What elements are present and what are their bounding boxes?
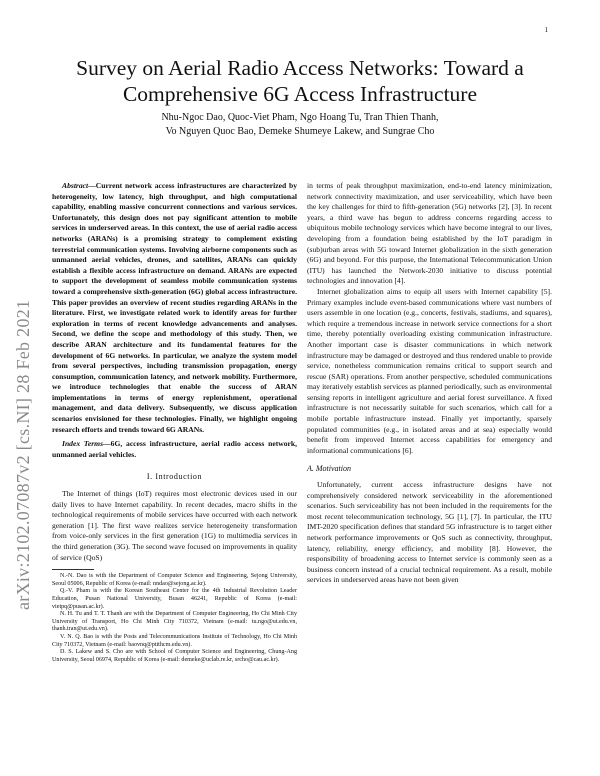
index-terms-text: —6G, access infrastructure, aerial radio access network, unmanned aerial vehicles.: [52, 439, 297, 459]
left-column: [52, 181, 297, 664]
author-line-2: Vo Nguyen Quoc Bao, Demeke Shumeye Lakew, and Sungrae Cho: [165, 126, 435, 137]
author-list: [40, 111, 560, 139]
footnote-4: V. N. Q. Bao is with the Posts and Telecommunications Institute of Technology, Ho Chi Minh City 710372, Vietnam (e-mail: baovnq@ptithcm.edu.vn).: [52, 633, 297, 648]
paper-title: Survey on Aerial Radio Access Networks: Toward a Comprehensive 6G Access Infrastructure: [76, 56, 524, 106]
intro-paragraph-1: The Internet of things (IoT) requires most electronic devices used in our daily lives to have Internet capability. In recent decades, macro shifts in the technological requirements of mobile services have occurred with each network generation [1]. The first wave realizes service heterogeneity transformation from voice-only services in the first generation (1G) to multimedia services in the third generation (3G). The second wave focused on improvements in quality of service (QoS): [52, 489, 297, 562]
section-heading-introduction: I. Introduction: [146, 472, 203, 482]
motivation-paragraph-1: Unfortunately, current access infrastructure designs have not comprehensively considered network serviceability in the aforementioned scenarios. Such serviceability has not been included in the requirements for the most recent telecommunication technology, 5G [1], [7]. In particular, the ITU IMT-2020 specification defines that standard 5G infrastructure is to target either network performance improvements or QoS such as connectivity, throughput, latency, reliability, energy efficiency, and mobility [8]. However, the responsibility of broadening access to Internet service is commonly seen as a business concern instead of a crucial technical requirement. As a result, mobile services in underserved areas have not been given: [307, 480, 552, 585]
arxiv-stamp-text: arXiv:2102.07087v2 [cs.NI] 28 Feb 2021: [13, 299, 33, 610]
page-number: 1: [544, 26, 548, 34]
footnote-3: N. H. Tu and T. T. Thanh are with the Department of Computer Engineering, Ho Chi Minh City University of Transport, Ho Chi Minh City 710372, Vietnam (e-mail: tu.ngo@ut.edu.vn, thanh.tran@ut.edu.vn).: [52, 611, 297, 633]
footnote-5: D. S. Lakew and S. Cho are with School of Computer Science and Engineering, Chung-Ang University, Seoul 06974, Republic of Korea (e-mail: demeke@uclab.re.kr, srcho@cau.ac.kr).: [52, 649, 297, 663]
index-terms: [52, 439, 297, 460]
arxiv-stamp: [10, 170, 36, 610]
footnote-2: Q.-V. Pham is with the Korean Southeast Center for the 4th Industrial Revolution Leader Education, Pusan National University, Busan 46241, Republic of Korea (e-mail: vietpq@pusan.ac.kr).: [52, 588, 297, 610]
right-column: [307, 181, 552, 586]
footnote-rule: [52, 569, 94, 570]
intro-paragraph-1-continued: in terms of peak throughput maximization, end-to-end latency minimization, network connectivity maximization, and user serviceability, which have been the key challenges for third to fifth-generation (5G) networks [2], [3]. In recent years, a third wave has begun to address concerns regarding access to ubiquitous mobile technology services which have become integral to our lives, developing from a foundation being established by the IoT paradigm in (sub)urban areas with 5G toward Internet globalization in the sixth generation (6G) and beyond. For this purpose, the International Telecommunication Union (ITU) has launched the Network-2030 initiative to discuss potential technologies and innovation [4].: [307, 181, 552, 286]
index-terms-label: Index Terms: [62, 439, 104, 449]
subsection-heading-motivation: A. Motivation: [307, 464, 351, 474]
author-line-1: Nhu-Ngoc Dao, Quoc-Viet Pham, Ngo Hoang Tu, Tran Thien Thanh,: [161, 112, 439, 123]
footnote-1: N.-N. Dao is with the Department of Computer Science and Engineering, Sejong University, Seoul 05006, Republic of Korea (e-mail: nndao@sejong.ac.kr).: [52, 573, 297, 587]
intro-paragraph-2: Internet globalization aims to equip all users with Internet capability [5]. Primary examples include event-based communications where vast numbers of users assemble in one location (e.g., concerts, festivals, stadiums, and squares), which require a tremendous increase in network service connections for a short time, thereby potentially overloading existing communication infrastructure. Another important case is disaster communications in which network infrastructure may be damaged or destroyed and thus rendered unable to provide service, nonetheless communication remains critical to support search and rescue (SAR) operations. From another perspective, scheduled communications may iteratively establish services as planned periodically, such as environmental sensing reports in intelligent agriculture and aerial forest surveillance. A fixed infrastructure is not necessarily suitable for such scenarios, which call for a mobile portable infrastructure instead. Finally yet importantly, sparsely populated communities (e.g., in isolated areas and at sea) especially would benefit from improved Internet access capabilities for emergency and informational communications [6].: [307, 286, 552, 455]
abstract: [52, 181, 297, 435]
abstract-label: Abstract: [62, 181, 89, 190]
abstract-text: —Current network access infrastructures are characterized by heterogeneity, low latency, high throughput, and high computational capability, enabling massive concurrent connections and various services. Unfortunately, this design does not pay significant attention to mobile services in underserved areas. In this context, the use of aerial radio access networks (ARANs) is a promising strategy to complement existing terrestrial communication systems. Involving airborne components such as unmanned aerial vehicles, drones, and satellites, ARANs can quickly establish a flexible access infrastructure on demand. ARANs are expected to support the development of seamless mobile communication systems toward a comprehensive sixth-generation (6G) global access infrastructure. This paper provides an overview of recent studies regarding ARANs in the literature. First, we investigate related work to identify areas for further exploration in terms of recent knowledge advancements and analyses. Second, we define the scope and methodology of this study. Then, we describe ARAN architecture and its fundamental features for the development of 6G networks. In particular, we analyze the system model from several perspectives, including transmission propagation, energy consumption, communication latency, and network mobility. Furthermore, we introduce technologies that enable the success of ARAN implementations in terms of energy replenishment, operational management, and data delivery. Subsequently, we discuss application scenarios envisioned for these technologies. Finally, we highlight ongoing research efforts and trends toward 6G ARANs.: [52, 181, 297, 434]
footnotes: [52, 573, 297, 664]
